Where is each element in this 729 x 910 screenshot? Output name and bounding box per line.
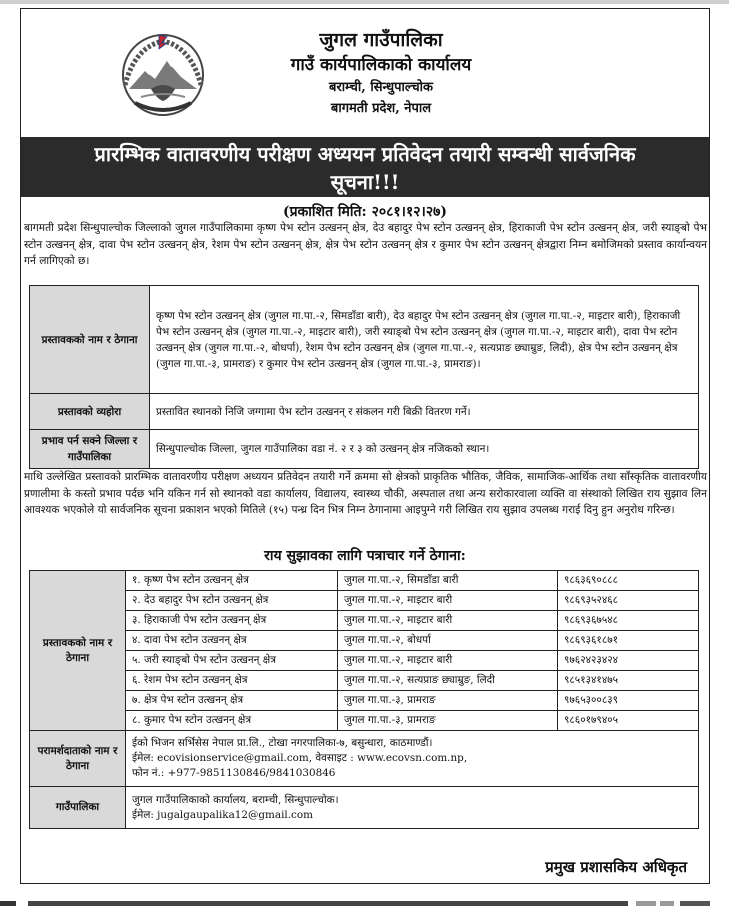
proponent-phone: ९८५१३४१४७५ <box>558 671 699 691</box>
banner-line-1: प्रारम्भिक वातावरणीय परीक्षण अध्ययन प्रतिवेदन तयारी सम्वन्धी सार्वजनिक <box>94 142 636 166</box>
footer-bar-segment <box>660 901 674 906</box>
notice-title-banner <box>21 137 709 197</box>
consultant-email-web: ईमेल: ecovisionservice@gmail.com, वेवसाइट : www.ecovsn.com.np, <box>132 752 468 764</box>
signatory-title: प्रमुख प्रशासकिय अधिकृत <box>545 858 687 876</box>
proponent-name: ७. क्षेत्र पेभ स्टोन उत्खनन् क्षेत्र <box>126 691 338 711</box>
municipality-email: ईमेल: jugalgaupalika12@gmail.com <box>132 808 313 821</box>
intro-paragraph: बागमती प्रदेश सिन्धुपाल्चोक जिल्लाको जुगल गाउँपालिकामा कृष्ण पेभ स्टोन उत्खनन् क्षेत्र, देउ बहादुर पेभ स्टोन उत्खनन् क्षेत्र, हिराकाजी पेभ स्टोन उत्खनन् क्षेत्र, जरी स्याङ्बो पेभ स्टोन उत्खनन् क्षेत्र, दावा पेभ स्टोन उत्खनन् क्षेत्र, रेशम पेभ स्टोन उत्खनन् क्षेत्र, क्षेत्र पेभ स्टोन उत्खनन् क्षेत्र र कुमार पेभ स्टोन उत्खनन् क्षेत्रद्वारा निम्न बमोजिमको प्रस्ताव कार्यान्वयन गर्न लागिएको छ। <box>24 222 707 267</box>
table-row <box>30 651 699 671</box>
proponent-name: ४. दावा पेभ स्टोन उत्खनन् क्षेत्र <box>126 631 338 651</box>
proponent-label: प्रस्तावकको नाम र ठेगाना <box>30 286 150 394</box>
table-row <box>30 591 699 611</box>
proponent-phone: ९८६३६९०८८८ <box>558 571 699 591</box>
footer-bar-segment <box>636 901 656 906</box>
nepal-emblem-icon <box>115 27 211 119</box>
notice-paragraph: माथि उल्लेखित प्रस्तावको प्रारम्भिक वातावरणीय परीक्षण अध्ययन प्रतिवेदन तयारी गर्ने क्रममा सो क्षेत्रको प्राकृतिक भौतिक, जैविक, सामाजिक-आर्थिक तथा साँस्कृतिक वातावरणीय प्रणालीमा के कस्तो प्रभाव पर्दछ भनि यकिन गर्न सो स्थानको वडा कार्यालय, विद्यालय, स्वास्थ्य चौकी, अस्पताल तथा अन्य सरोकारवाला व्यक्ति वा संस्थाको लिखित राय सुझाव लिन आवश्यक भएकोले यो सार्वजनिक सूचना प्रकाशन भएको मितिले (१५) पन्ध्र दिन भित्र निम्न ठेगानामा आइपुग्ने गरी लिखित राय सुझाव उपलब्ध गराई दिनु हुन अनुरोध गरिन्छ। <box>24 471 707 516</box>
top-edge-strip <box>0 0 729 4</box>
consultant-address: ईको भिजन सर्भिसेस नेपाल प्रा.लि., टोखा नगरपालिका-७, बसुन्धारा, काठमाण्डौं। <box>132 737 433 749</box>
municipality-label: गाउँपालिका <box>30 787 126 829</box>
municipality-address: जुगल गाउँपालिकाको कार्यालय, बराम्ची, सिन्धुपाल्चोक। <box>132 793 339 806</box>
proponent-address: जुगल गा.पा.-३, प्रामराङ <box>338 711 558 731</box>
municipality-name: जुगल गाउँपालिका <box>319 29 443 51</box>
proponent-phone: ९७६५३००८३९ <box>558 691 699 711</box>
proponent-address: जुगल गा.पा.-२, माइटार बारी <box>338 611 558 631</box>
publication-date: (प्रकाशित मिति: २०८१।१२।२७) <box>282 204 448 220</box>
table-row <box>30 611 699 631</box>
office-location: बराम्ची, सिन्धुपाल्चोक <box>329 80 433 95</box>
proponent-name: ६. रेशम पेभ स्टोन उत्खनन् क्षेत्र <box>126 671 338 691</box>
notice-frame <box>20 8 710 884</box>
consultant-label: परामर्शदाताको नाम र ठेगाना <box>30 731 126 787</box>
table-row <box>30 711 699 731</box>
table-row <box>30 286 699 394</box>
proponent-name: २. देउ बहादुर पेभ स्टोन उत्खनन् क्षेत्र <box>126 591 338 611</box>
proponent-address: जुगल गा.पा.-२, माइटार बारी <box>338 651 558 671</box>
municipality-details <box>126 787 699 829</box>
proponent-phone: ९८६९३६७५४८ <box>558 611 699 631</box>
proponent-address: जुगल गा.पा.-२, सिमडाँडा बारी <box>338 571 558 591</box>
proponent-value: कृष्ण पेभ स्टोन उत्खनन् क्षेत्र (जुगल गा.पा.-२, सिमडाँडा बारी), देउ बहादुर पेभ स्टोन उत्खनन् क्षेत्र (जुगल गा.पा.-२, माइटार बारी), हिराकाजी पेभ स्टोन उत्खनन् क्षेत्र (जुगल गा.पा.-२, माइटार बारी), जरी स्याङ्बो पेभ स्टोन उत्खनन् क्षेत्र (जुगल गा.पा.-२, माइटार बारी), दावा पेभ स्टोन उत्खनन् क्षेत्र (जुगल गा.पा.-२, बोधर्पा), रेशम पेभ स्टोन उत्खनन् क्षेत्र (जुगल गा.पा.-२, सत्यप्राङ छ्याम्रुङ, लिदी), क्षेत्र पेभ स्टोन उत्खनन् क्षेत्र (जुगल गा.पा.-३, प्रामराङ) र कुमार पेभ स्टोन उत्खनन् क्षेत्र (जुगल गा.पा.-३, प्रामराङ)। <box>150 286 699 394</box>
consultant-phone: फोन नं.: +977-9851130846/9841030846 <box>132 767 336 779</box>
contact-table <box>29 570 699 829</box>
banner-line-2: सूचना!!! <box>330 170 400 194</box>
table-row <box>30 631 699 651</box>
proposal-info-table <box>29 285 699 469</box>
footer-bar-segment <box>680 901 710 906</box>
affected-area-label: प्रभाव पर्न सक्ने जिल्ला र गाउँपालिका <box>30 430 150 469</box>
proponents-label: प्रस्तावकको नाम र ठेगाना <box>30 571 126 731</box>
table-row <box>30 671 699 691</box>
proponent-phone: ९८६९३६१८७१ <box>558 631 699 651</box>
office-title-block <box>221 27 541 119</box>
table-row <box>30 430 699 469</box>
office-name: गाउँ कार्यपालिकाको कार्यालय <box>290 55 472 75</box>
table-row <box>30 394 699 430</box>
province-name: बागमती प्रदेश, नेपाल <box>330 101 432 116</box>
footer-bars <box>0 897 729 910</box>
contact-heading: राय सुझावका लागि पत्राचार गर्ने ठेगाना: <box>264 548 466 564</box>
table-row <box>30 787 699 829</box>
footer-bar-segment <box>28 901 628 906</box>
proponent-address: जुगल गा.पा.-२, सत्यप्राङ छ्याम्रुङ, लिदी <box>338 671 558 691</box>
proposal-purpose-value: प्रस्तावित स्थानको निजि जग्गामा पेभ स्टोन उत्खनन् र संकलन गरी बिक्री वितरण गर्ने। <box>150 394 699 430</box>
proponent-address: जुगल गा.पा.-२, बोधर्पा <box>338 631 558 651</box>
table-row <box>30 731 699 787</box>
proponent-phone: ९८६९३५२४६८ <box>558 591 699 611</box>
consultant-details <box>126 731 699 787</box>
proponent-name: ३. हिराकाजी पेभ स्टोन उत्खनन् क्षेत्र <box>126 611 338 631</box>
table-row <box>30 691 699 711</box>
proponent-name: ८. कुमार पेभ स्टोन उत्खनन् क्षेत्र <box>126 711 338 731</box>
affected-area-value: सिन्धुपाल्चोक जिल्ला, जुगल गाउँपालिका वडा नं. २ र ३ को उत्खनन् क्षेत्र नजिकको स्थान। <box>150 430 699 469</box>
proponent-name: १. कृष्ण पेभ स्टोन उत्खनन् क्षेत्र <box>126 571 338 591</box>
proponent-name: ५. जरी स्याङ्बो पेभ स्टोन उत्खनन् क्षेत्र <box>126 651 338 671</box>
footer-bar-segment <box>0 901 16 906</box>
proposal-purpose-label: प्रस्तावको व्यहोरा <box>30 394 150 430</box>
notice-header <box>21 9 709 136</box>
proponent-address: जुगल गा.पा.-३, प्रामराङ <box>338 691 558 711</box>
proponent-address: जुगल गा.पा.-२, माइटार बारी <box>338 591 558 611</box>
proponent-phone: ९७६२४२३४२४ <box>558 651 699 671</box>
proponent-phone: ९८६०१७९४०५ <box>558 711 699 731</box>
table-row <box>30 571 699 591</box>
